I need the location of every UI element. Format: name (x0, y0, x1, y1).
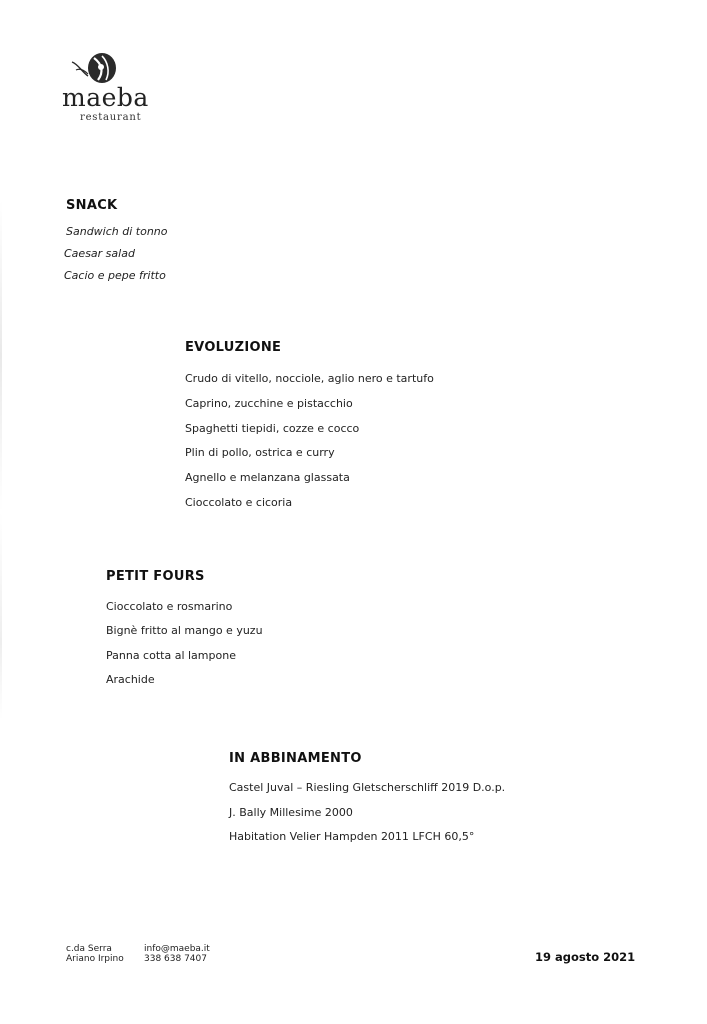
brand-name: maeba (62, 83, 149, 112)
menu-item: Bignè fritto al mango e yuzu (106, 624, 263, 638)
phone-text: 338 638 7407 (144, 954, 207, 964)
menu-item: Cioccolato e cicoria (185, 495, 293, 509)
menu-item: Spaghetti tiepidi, cozze e cocco (185, 421, 360, 435)
section-title: SNACK (66, 198, 118, 213)
footer-contact (144, 944, 210, 964)
section-title: IN ABBINAMENTO (229, 751, 362, 766)
wine-item: Habitation Velier Hampden 2011 LFCH 60,5° (229, 830, 475, 843)
address-line: Ariano Irpino (66, 954, 124, 964)
section-title: EVOLUZIONE (185, 340, 282, 355)
leaf-emblem-icon (68, 50, 124, 86)
wine-item: Castel Juval – Riesling Gletscherschliff 2019 D.o.p. (229, 781, 506, 794)
menu-item: Panna cotta al lampone (106, 648, 236, 662)
address-line: c.da Serra (66, 944, 112, 954)
menu-item: Cacio e pepe fritto (64, 269, 166, 282)
menu-item: Plin di pollo, ostrica e curry (185, 446, 335, 460)
menu-item: Agnello e melanzana glassata (185, 471, 350, 485)
menu-item: Caesar salad (64, 247, 135, 260)
email-text: info@maeba.it (144, 944, 210, 954)
section-petit-fours (106, 569, 263, 692)
menu-date: 19 agosto 2021 (535, 950, 636, 964)
section-in-abbinamento (229, 751, 505, 850)
section-evoluzione (185, 340, 434, 516)
menu-item: Sandwich di tonno (66, 225, 168, 238)
menu-item: Arachide (106, 672, 155, 686)
footer-address (66, 944, 124, 964)
section-snack (66, 198, 168, 287)
menu-item: Caprino, zucchine e pistacchio (185, 396, 353, 410)
menu-item: Cioccolato e rosmarino (106, 600, 233, 613)
menu-item: Crudo di vitello, nocciole, aglio nero e tartufo (185, 372, 434, 385)
scan-edge (0, 200, 2, 720)
wine-item: J. Bally Millesime 2000 (229, 805, 353, 819)
section-title: PETIT FOURS (106, 569, 205, 584)
brand-subtitle: restaurant (80, 112, 142, 123)
